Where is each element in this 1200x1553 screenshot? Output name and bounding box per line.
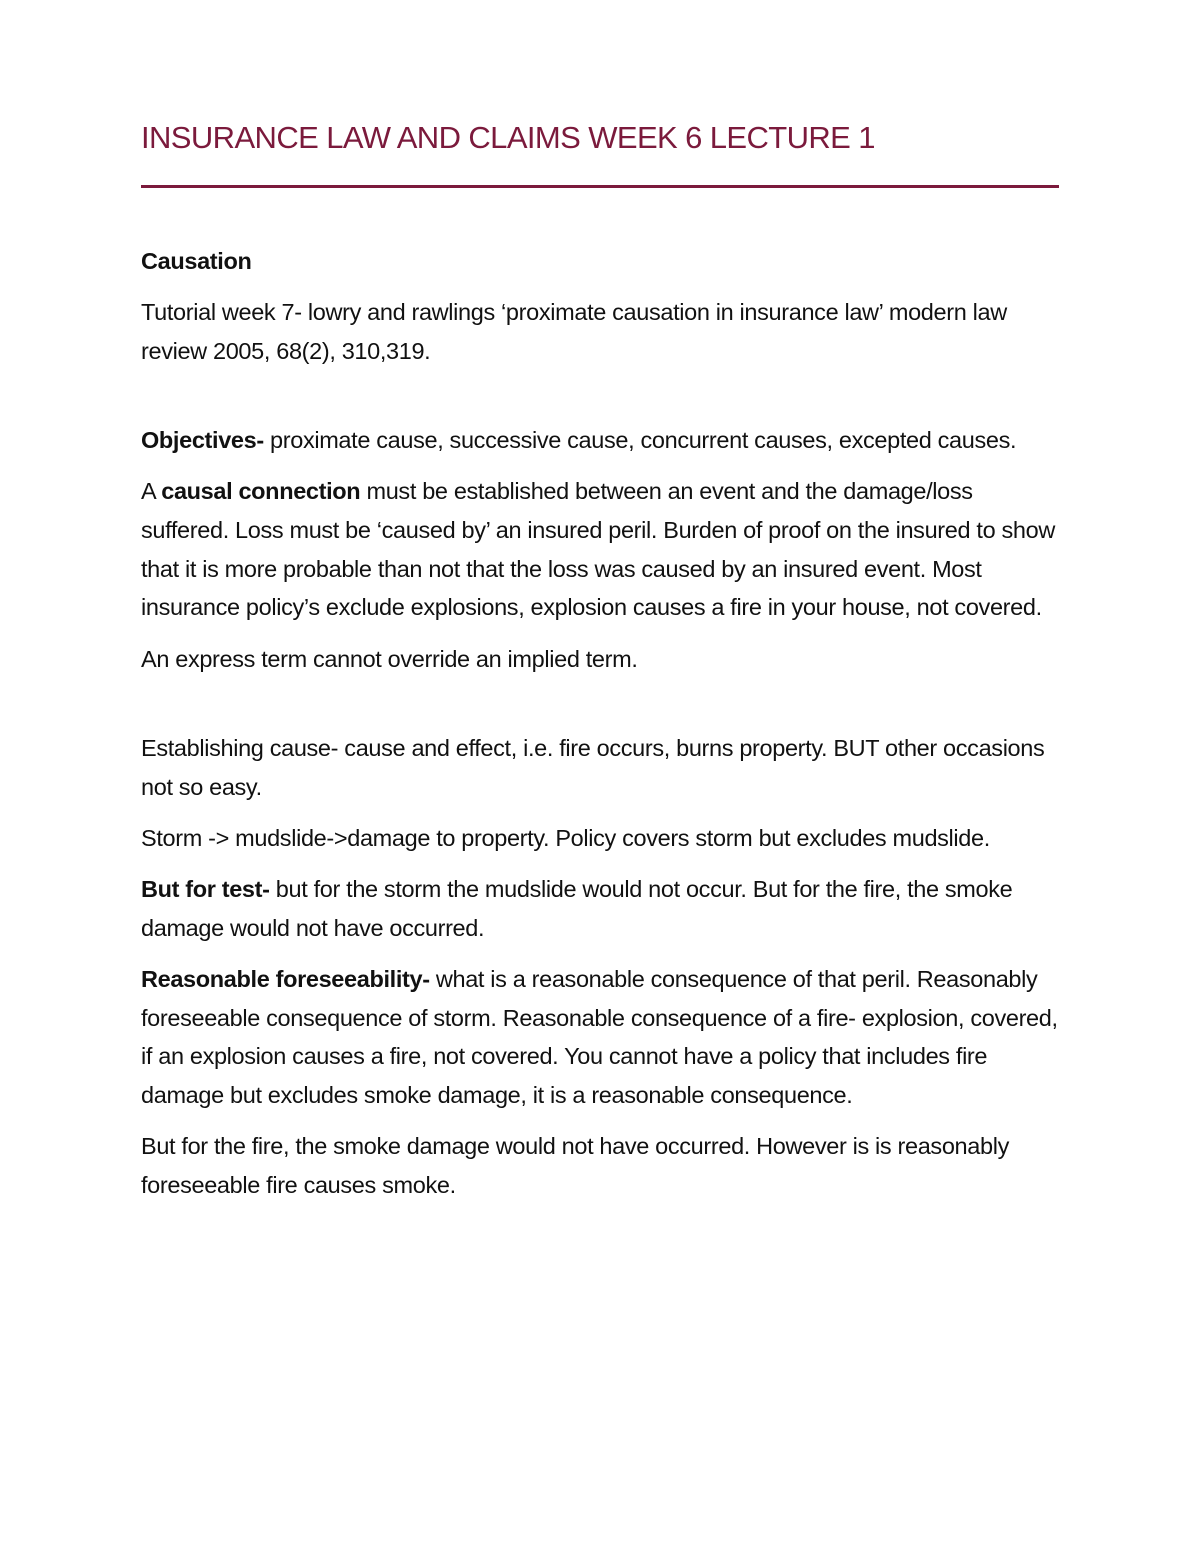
- paragraph-spacer: [141, 383, 1059, 421]
- document-title: INSURANCE LAW AND CLAIMS WEEK 6 LECTURE 1: [141, 120, 875, 155]
- reasonable-foreseeability-text: what is a reasonable consequence of that peril. Reasonably foreseeable consequence of storm. Reasonable consequence of a fire- explosion, covered, if an explosion causes a fire, not covered. You cannot have a policy that includes fire damage but excludes smoke damage, it is a reasonable consequence.: [141, 965, 1058, 1108]
- section-heading: Causation: [141, 248, 252, 274]
- objectives-label: Objectives-: [141, 427, 264, 454]
- tutorial-reference: Tutorial week 7- lowry and rawlings ‘proximate causation in insurance law’ modern law review 2005, 68(2), 310,319.: [141, 299, 1007, 364]
- but-for-test-label: But for test-: [141, 875, 270, 902]
- objectives-text: proximate cause, successive cause, concurrent causes, excepted causes.: [263, 427, 1017, 454]
- express-term-paragraph: An express term cannot override an implied term.: [141, 645, 638, 672]
- storm-example-paragraph: Storm -> mudslide->damage to property. Policy covers storm but excludes mudslide.: [141, 824, 990, 851]
- conclusion-paragraph: But for the fire, the smoke damage would not have occurred. However is is reasonably foreseeable fire causes smoke.: [141, 1133, 1009, 1198]
- but-for-test-text: but for the storm the mudslide would not occur. But for the fire, the smoke damage would not have occurred.: [141, 875, 1013, 941]
- reasonable-foreseeability-label: Reasonable foreseeability-: [141, 965, 430, 992]
- reasonable-foreseeability-paragraph: [141, 960, 1059, 1115]
- title-divider: [141, 185, 1059, 188]
- causal-connection-paragraph: A causal connection must be established between an event and the damage/loss suffered. Loss must be ‘caused by’ an insured peril. Burden of proof on the insured to show that it is more probable than not that the loss was caused by an insured event. Most insurance policy’s exclude explosions, explosion causes a fire in your house, not covered.: [141, 478, 1055, 621]
- but-for-test-paragraph: [141, 870, 1059, 947]
- paragraph-spacer: [141, 691, 1059, 729]
- causal-connection-term: causal connection: [161, 478, 361, 505]
- document-body: [141, 242, 1059, 1217]
- causal-connection-text: must be established between an event and the damage/loss suffered. Loss must be ‘caused by’ an insured peril. Burden of proof on the insured to show that it is more probable than not that the loss was caused by an insured event. Most insurance policy’s exclude explosions, explosion causes a fire in your house, not covered.: [141, 478, 1055, 621]
- establishing-cause-paragraph: Establishing cause- cause and effect, i.e. fire occurs, burns property. BUT other occasions not so easy.: [141, 734, 1045, 800]
- objectives-paragraph: [141, 421, 1059, 460]
